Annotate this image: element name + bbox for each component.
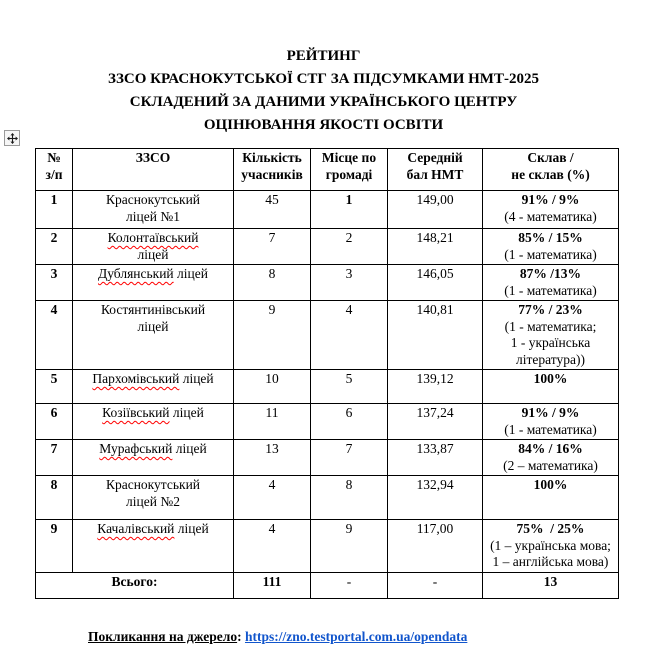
- result-detail-line: 1 – англійська мова): [492, 554, 609, 569]
- place-cell: 2: [311, 229, 388, 265]
- result-detail-line: (2 – математика): [503, 457, 598, 473]
- row-num-cell: 7: [36, 440, 73, 476]
- rating-table: [35, 148, 619, 599]
- place-cell: 5: [311, 370, 388, 404]
- table-row: [36, 229, 619, 265]
- score-cell: 133,87: [388, 440, 483, 476]
- school-name-cell: Пархомівський ліцей: [73, 370, 234, 404]
- participants-cell: 45: [234, 191, 311, 229]
- column-header-place: Місце по громаді: [311, 149, 388, 191]
- participants-cell: 11: [234, 404, 311, 440]
- result-cell: 77% / 23% (1 - математика; 1 - українська література)): [483, 301, 619, 370]
- total-score-cell: -: [388, 572, 483, 598]
- result-cell: 87% /13% (1 - математика): [483, 265, 619, 301]
- participants-cell: 9: [234, 301, 311, 370]
- participants-cell: 4: [234, 476, 311, 520]
- table-row: [36, 191, 619, 229]
- place-cell: 4: [311, 301, 388, 370]
- result-cell: 91% / 9% (1 - математика): [483, 404, 619, 440]
- column-header-num: № з/п: [36, 149, 73, 191]
- title-line-1: РЕЙТИНГ: [286, 48, 361, 64]
- row-num-cell: 5: [36, 370, 73, 404]
- school-name-cell: Костянтинівський ліцей: [73, 301, 234, 370]
- table-body: [36, 191, 619, 573]
- score-cell: 140,81: [388, 301, 483, 370]
- place-cell: 8: [311, 476, 388, 520]
- table-zone: [35, 148, 618, 599]
- table-row: [36, 265, 619, 301]
- result-detail-line: література)): [516, 351, 585, 367]
- table-row: [36, 370, 619, 404]
- column-header-result: Склав / не склав (%): [483, 149, 619, 191]
- source-link[interactable]: https://zno.testportal.com.ua/opendata: [244, 628, 468, 644]
- score-cell: 149,00: [388, 191, 483, 229]
- place-cell: 9: [311, 520, 388, 573]
- result-detail-line: (1 - математика): [504, 282, 597, 298]
- result-detail-line: (1 – українська мова;: [490, 537, 611, 553]
- place-cell: 7: [311, 440, 388, 476]
- row-num-cell: 1: [36, 191, 73, 229]
- school-name-cell: Мурафський ліцей: [73, 440, 234, 476]
- place-cell: 6: [311, 404, 388, 440]
- result-detail-line: 1 - українська: [510, 335, 591, 350]
- table-move-handle-icon[interactable]: [4, 130, 20, 146]
- result-cell: 75% / 25% (1 – українська мова; 1 – англійська мова): [483, 520, 619, 573]
- row-num-cell: 9: [36, 520, 73, 573]
- document-title: [0, 0, 647, 137]
- column-header-school: ЗЗСО: [73, 149, 234, 191]
- row-num-cell: 6: [36, 404, 73, 440]
- row-num-cell: 2: [36, 229, 73, 265]
- total-row: [36, 572, 619, 598]
- school-name-cell: Дублянський ліцей: [73, 265, 234, 301]
- score-cell: 132,94: [388, 476, 483, 520]
- participants-cell: 4: [234, 520, 311, 573]
- result-detail-line: (1 - математика): [504, 246, 597, 262]
- four-arrows-glyph: [7, 133, 18, 144]
- total-result-cell: 13: [483, 572, 619, 598]
- result-cell: 100%: [483, 370, 619, 404]
- place-cell: 3: [311, 265, 388, 301]
- row-num-cell: 3: [36, 265, 73, 301]
- school-name-cell: Колонтаївський ліцей: [73, 229, 234, 265]
- participants-cell: 13: [234, 440, 311, 476]
- result-detail-line: (1 - математика;: [504, 318, 597, 334]
- result-cell: 85% / 15% (1 - математика): [483, 229, 619, 265]
- row-num-cell: 4: [36, 301, 73, 370]
- score-cell: 137,24: [388, 404, 483, 440]
- source-colon: :: [237, 628, 245, 644]
- school-name-cell: Краснокутський ліцей №1: [73, 191, 234, 229]
- title-line-4: ОЦІНЮВАННЯ ЯКОСТІ ОСВІТИ: [203, 117, 444, 133]
- table-row: [36, 476, 619, 520]
- participants-cell: 10: [234, 370, 311, 404]
- school-name-cell: Качалівський ліцей: [73, 520, 234, 573]
- score-cell: 146,05: [388, 265, 483, 301]
- school-name-cell: Краснокутський ліцей №2: [73, 476, 234, 520]
- table-row: [36, 404, 619, 440]
- score-cell: 117,00: [388, 520, 483, 573]
- source-label: Покликання на джерело: [88, 628, 238, 644]
- total-place-cell: -: [311, 572, 388, 598]
- result-cell: 91% / 9% (4 - математика): [483, 191, 619, 229]
- header-row: [36, 149, 619, 191]
- result-cell: 84% / 16% (2 – математика): [483, 440, 619, 476]
- score-cell: 148,21: [388, 229, 483, 265]
- column-header-participants: Кількість учасників: [234, 149, 311, 191]
- place-cell: 1: [311, 191, 388, 229]
- table-row: [36, 520, 619, 573]
- table-row: [36, 440, 619, 476]
- result-detail-line: (4 - математика): [504, 208, 597, 224]
- title-line-3: СКЛАДЕНИЙ ЗА ДАНИМИ УКРАЇНСЬКОГО ЦЕНТРУ: [129, 94, 518, 110]
- row-num-cell: 8: [36, 476, 73, 520]
- column-header-score: Середній бал НМТ: [388, 149, 483, 191]
- total-participants-cell: 111: [234, 572, 311, 598]
- table-row: [36, 301, 619, 370]
- total-label-cell: Всього:: [36, 572, 234, 598]
- score-cell: 139,12: [388, 370, 483, 404]
- participants-cell: 8: [234, 265, 311, 301]
- result-detail-line: (1 - математика): [504, 421, 597, 437]
- school-name-cell: Козіївський ліцей: [73, 404, 234, 440]
- title-line-2: ЗЗСО КРАСНОКУТСЬКОЇ СТГ ЗА ПІДСУМКАМИ НМТ-2025: [108, 71, 539, 87]
- source-line: [88, 629, 647, 645]
- participants-cell: 7: [234, 229, 311, 265]
- result-cell: 100%: [483, 476, 619, 520]
